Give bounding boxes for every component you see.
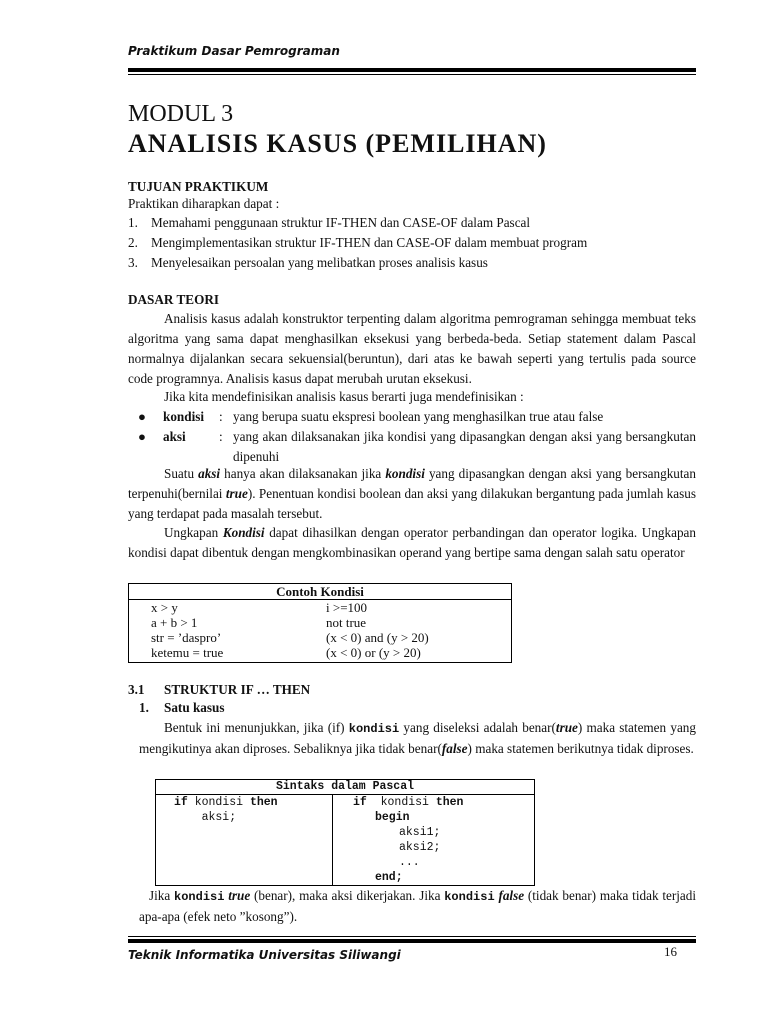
tujuan-intro: Praktikan diharapkan dapat : <box>128 196 280 211</box>
page-number: 16 <box>664 944 677 959</box>
teori-paragraph-4: Ungkapan Kondisi dapat dihasilkan dengan operator perbandingan dan operator logika. Ungkapan kondisi dapat dibentuk dengan mengkombinasikan operand yang bertipe sama dengan salah satu operator <box>128 525 697 560</box>
teori-paragraph-2: Jika kita mendefinisikan analisis kasus berarti juga mendefinisikan : <box>164 389 524 404</box>
section-paragraph: Bentuk ini menunjukkan, jika (if) kondisi yang diseleksi adalah benar(true) maka statemen yang mengikutinya akan diproses. Sebaliknya jika tidak benar(false) maka statemen berikutnya tidak diproses. <box>139 720 696 756</box>
table-cell: a + b > 1 <box>151 615 198 630</box>
section-title: STRUKTUR IF … THEN <box>164 682 311 697</box>
code-line: begin <box>375 811 410 824</box>
sintaks-table <box>155 779 535 886</box>
table-cell: not true <box>326 615 367 630</box>
sintaks-column-left <box>156 795 333 885</box>
definition-list <box>138 407 696 467</box>
teori-paragraph-3: Suatu aksi hanya akan dilaksanakan jika kondisi yang dipasangkan dengan aksi yang bersangkutan terpenuhi(bernilai true). Penentuan kondisi boolean dan aksi yang dilakukan bergantung pada jumlah kasus yang terdapat pada masalah tersebut. <box>128 466 696 521</box>
code-line: if kondisi then <box>353 796 464 809</box>
code-line: aksi2; <box>399 841 441 854</box>
definition-item: ● aksi : yang akan dilaksanakan jika kondisi yang dipasangkan dengan aksi yang bersangkutan dipenuhi <box>138 427 696 467</box>
table-cell: (x < 0) or (y > 20) <box>326 645 421 660</box>
table-column-left <box>129 600 326 660</box>
tujuan-heading: TUJUAN PRAKTIKUM <box>128 179 269 194</box>
closing-paragraph: Jika kondisi true (benar), maka aksi dikerjakan. Jika kondisi false (tidak benar) maka tidak terjadi apa-apa (efek neto ”kosong”). <box>139 888 696 924</box>
code-line: ... <box>399 856 420 869</box>
code-line: end; <box>375 871 403 884</box>
bullet-icon: ● <box>138 429 146 444</box>
table-cell: ketemu = true <box>151 645 224 660</box>
bullet-icon: ● <box>138 409 146 424</box>
code-line: aksi; <box>174 811 237 824</box>
table-cell: (x < 0) and (y > 20) <box>326 630 429 645</box>
tujuan-list <box>128 213 696 273</box>
table-header: Sintaks dalam Pascal <box>156 780 534 795</box>
table-cell: i >=100 <box>326 600 368 615</box>
footer-rule-thin <box>128 936 696 937</box>
section-number: 3.1 <box>128 682 145 697</box>
list-item: 2. Mengimplementasikan struktur IF-THEN dan CASE-OF dalam membuat program <box>128 235 588 250</box>
running-footer: Teknik Informatika Universitas Siliwangi <box>128 948 401 962</box>
subsection-title: Satu kasus <box>164 700 225 715</box>
teori-heading: DASAR TEORI <box>128 292 219 307</box>
code-line: if kondisi then <box>174 796 278 809</box>
code-line: aksi1; <box>399 826 441 839</box>
contoh-kondisi-table <box>128 583 512 663</box>
table-column-right <box>326 600 511 660</box>
table-header: Contoh Kondisi <box>129 584 511 600</box>
running-header: Praktikum Dasar Pemrograman <box>128 44 340 58</box>
table-cell: str = ’daspro’ <box>151 630 222 645</box>
module-title: ANALISIS KASUS (PEMILIHAN) <box>128 129 547 158</box>
teori-paragraph-1: Analisis kasus adalah konstruktor terpenting dalam algoritma pemrograman sehingga membuat teks algoritma yang sama dapat menghasilkan eksekusi yang berbeda-beda. Setiap statement dalam Pascal normalnya dijalankan secara sekuensial(beruntun), dari atas ke bawah seperti yang tertulis pada source code programnya. Analisis kasus dapat merubah urutan eksekusi. <box>128 311 696 386</box>
footer-rule-thick <box>128 939 696 943</box>
header-rule-thin <box>128 74 696 75</box>
table-cell: x > y <box>151 600 178 615</box>
module-number: MODUL 3 <box>128 101 234 127</box>
subsection-number: 1. <box>139 700 149 715</box>
list-item: 1. Memahami penggunaan struktur IF-THEN dan CASE-OF dalam Pascal <box>128 215 531 230</box>
definition-item: ● kondisi : yang berupa suatu ekspresi boolean yang menghasilkan true atau false <box>138 407 696 427</box>
sintaks-column-right <box>333 795 534 885</box>
header-rule-thick <box>128 68 696 72</box>
list-item: 3. Menyelesaikan persoalan yang melibatkan proses analisis kasus <box>128 255 488 270</box>
